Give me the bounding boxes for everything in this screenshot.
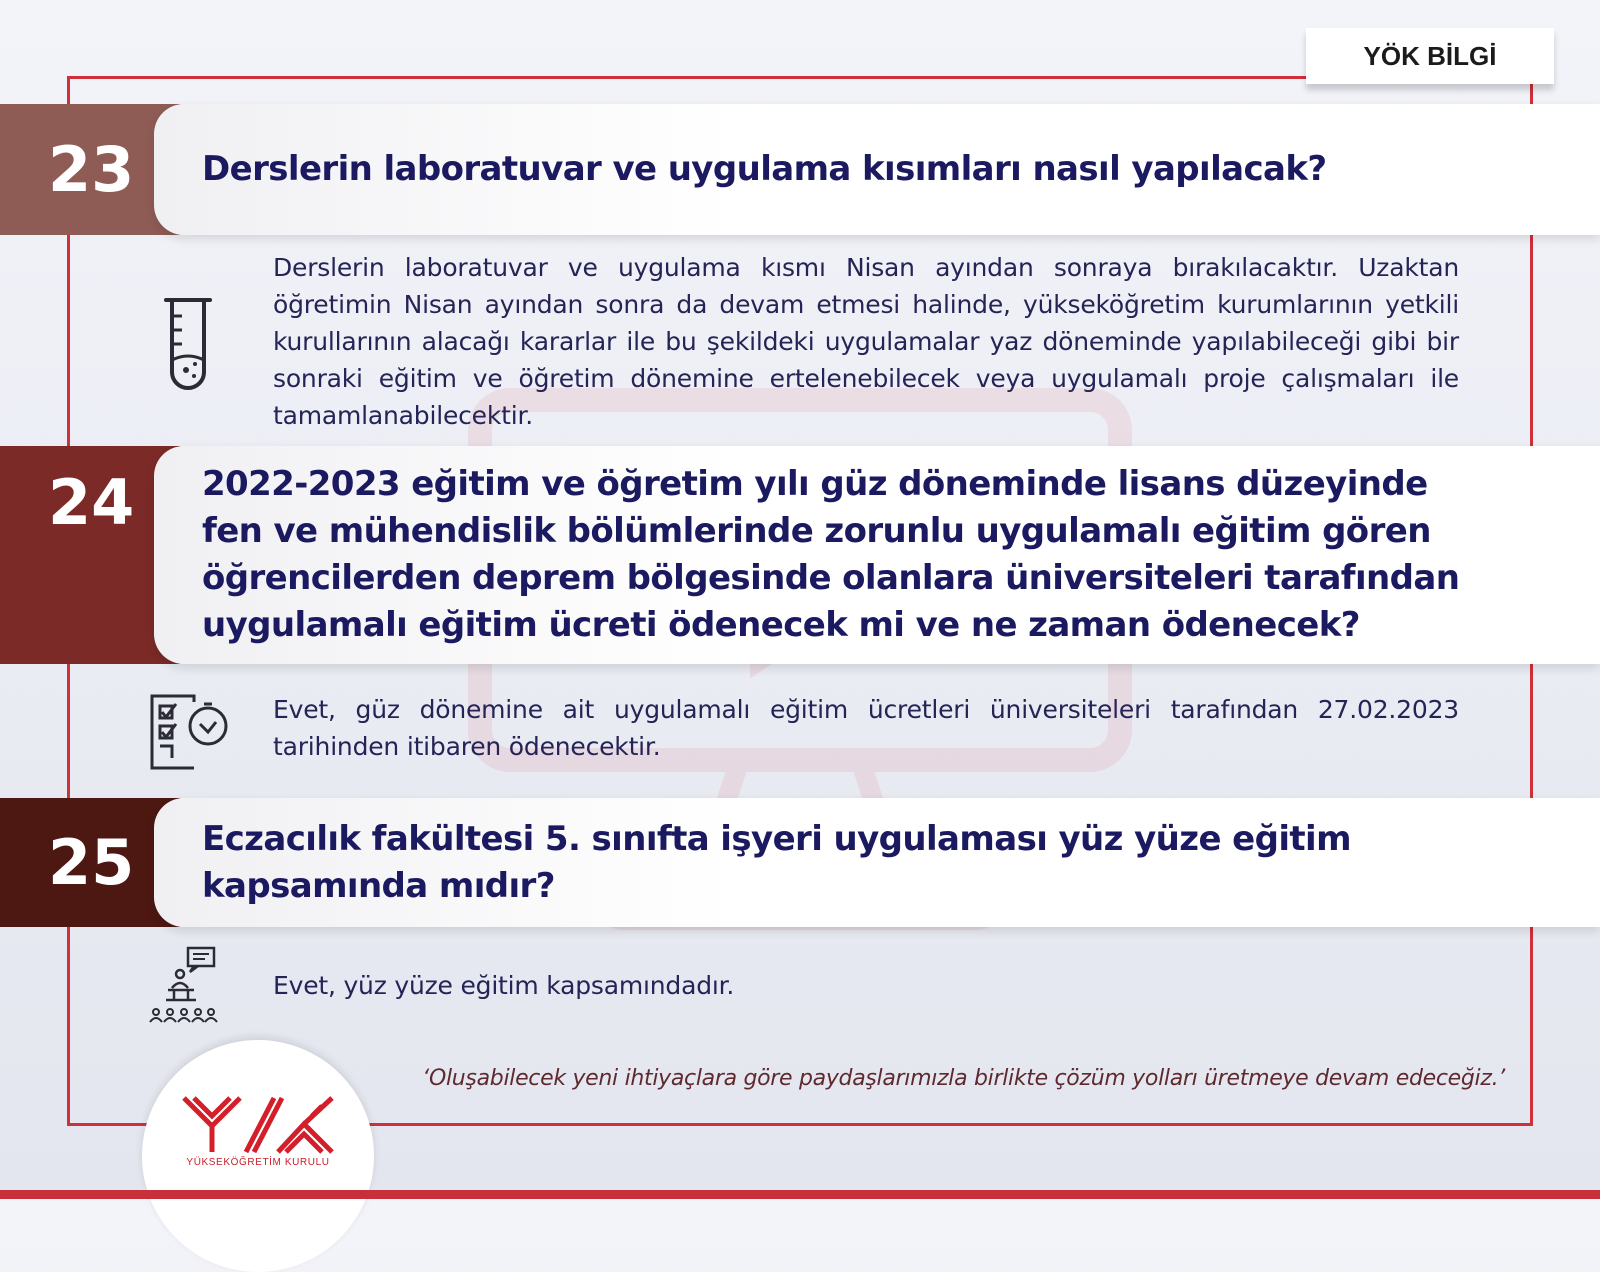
- checklist-clock-icon: [148, 692, 230, 772]
- question-text: Derslerin laboratuvar ve uygulama kısımları nasıl yapılacak?: [202, 149, 1327, 189]
- question-card: [154, 104, 1600, 235]
- footer-quote: ‘Oluşabilecek yeni ihtiyaçlara göre paydaşlarımızla birlikte çözüm yolları üretmeye devam edeceğiz.’: [422, 1066, 1505, 1091]
- question-23: [0, 104, 1600, 235]
- question-number: 23: [0, 104, 180, 235]
- question-card: [154, 446, 1600, 664]
- yok-logo-text: YÜKSEKÖĞRETİM KURULU: [186, 1157, 330, 1168]
- question-text: 2022-2023 eğitim ve öğretim yılı güz döneminde lisans düzeyinde fen ve mühendislik bölümlerinde zorunlu uygulamalı eğitim gören öğrencilerden deprem bölgesinde olanlara üniversiteleri tarafından uygulamalı eğitim ücreti ödenecek mi ve ne zaman ödenecek?: [202, 464, 1460, 645]
- answer-text: Derslerin laboratuvar ve uygulama kısmı Nisan ayından sonraya bırakılacaktır. Uzaktan öğretimin Nisan ayından sonra da devam etmesi halinde, yükseköğretim kurumlarının yetkili kurullarının alacağı kararlar ile bu şekildeki uygulamalar yaz döneminde yapılabileceği gibi bir sonraki eğitim ve öğretim dönemine ertelenebilecek veya uygulamalı proje çalışmaları ile tamamlanabilecektir.: [273, 253, 1459, 430]
- question-number: 24: [0, 446, 180, 664]
- answer-text: Evet, güz dönemine ait uygulamalı eğitim ücretleri üniversiteleri tarafından 27.02.2023 tarihinden itibaren ödenecektir.: [273, 695, 1459, 761]
- test-tube-icon: [160, 296, 216, 392]
- question-card: [154, 798, 1600, 927]
- question-24: [0, 446, 1600, 664]
- lecture-audience-icon: [148, 944, 218, 1026]
- question-number: 25: [0, 798, 180, 927]
- brand-tab: YÖK BİLGİ: [1306, 28, 1554, 84]
- question-25: [0, 798, 1600, 927]
- question-text: Eczacılık fakültesi 5. sınıfta işyeri uygulaması yüz yüze eğitim kapsamında mıdır?: [202, 818, 1351, 906]
- yok-logo-badge: [142, 1040, 374, 1272]
- answer-text: Evet, yüz yüze eğitim kapsamındadır.: [273, 971, 735, 1000]
- yok-logo-icon: [182, 1094, 334, 1154]
- bottom-accent-bar: [0, 1190, 1600, 1199]
